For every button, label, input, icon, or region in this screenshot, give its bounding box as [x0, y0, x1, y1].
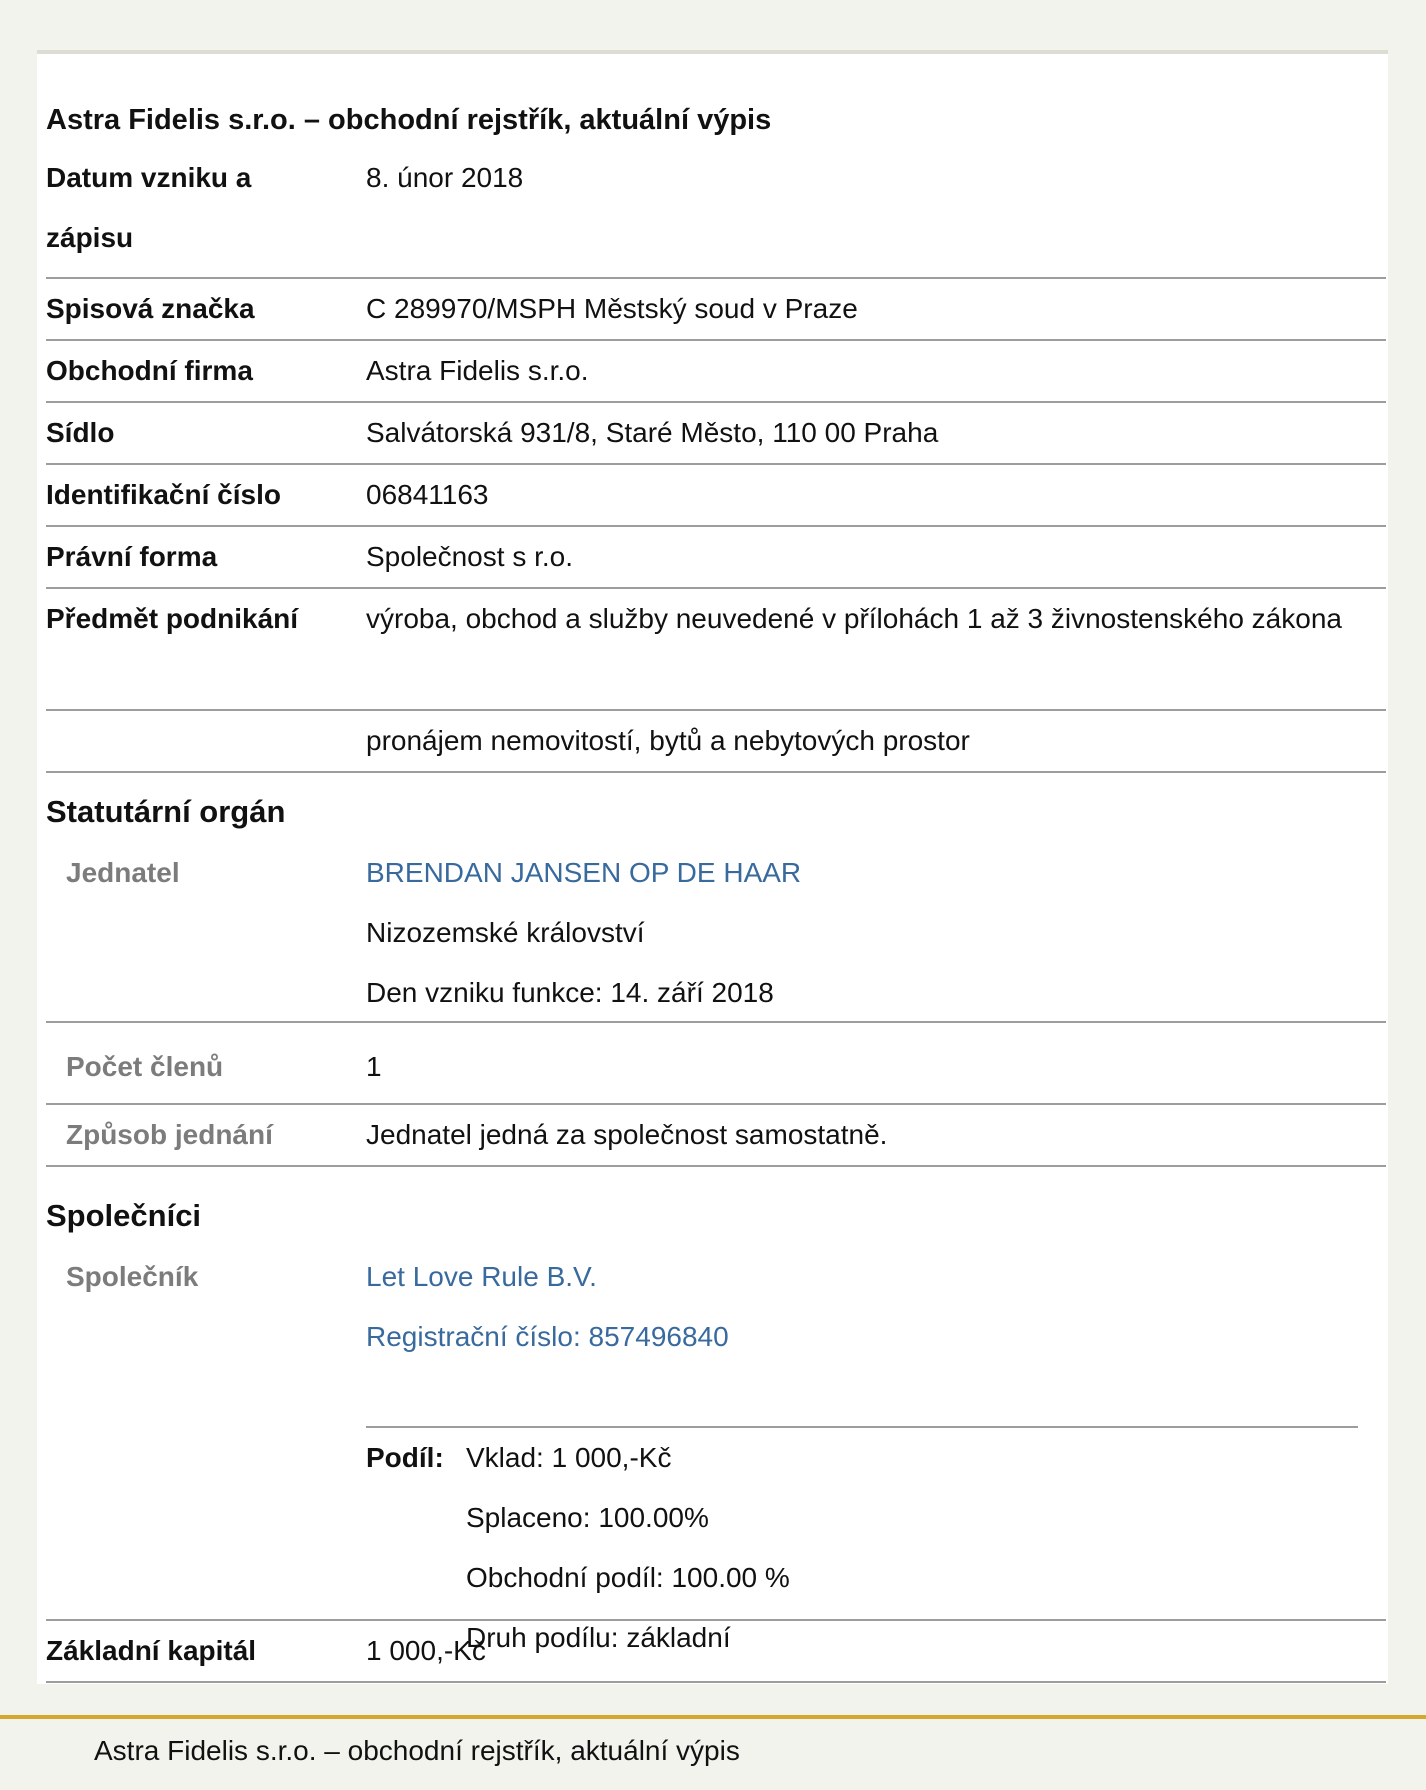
registry-card: [37, 50, 1388, 1684]
row-value: výroba, obchod a služby neuvedené v přílohách 1 až 3 živnostenského zákona: [366, 603, 1342, 634]
row-sublabel: Počet členů: [66, 1051, 224, 1082]
jednatel-name-link[interactable]: BRENDAN JANSEN OP DE HAAR: [366, 857, 802, 888]
section-title-statutarni: Statutární orgán: [46, 794, 286, 829]
footer-title: Astra Fidelis s.r.o. – obchodní rejstřík, aktuální výpis: [94, 1735, 740, 1766]
footer: [0, 1715, 1426, 1790]
row-jednatel: [46, 843, 1386, 1023]
row-value: pronájem nemovitostí, bytů a nebytových prostor: [366, 725, 970, 756]
spolecnik-details: [366, 1247, 1376, 1367]
jednatel-country: Nizozemské království: [366, 917, 645, 948]
row-value: Jednatel jedná za společnost samostatně.: [366, 1119, 888, 1150]
row-value: 06841163: [366, 479, 489, 510]
row-value: 1 000,-Kč: [366, 1635, 486, 1666]
row-spisova-znacka: [46, 279, 1386, 341]
spolecnik-reg-number: Registrační číslo: 857496840: [366, 1321, 729, 1352]
spolecnik-name-link[interactable]: Let Love Rule B.V.: [366, 1261, 597, 1292]
row-value: C 289970/MSPH Městský soud v Praze: [366, 293, 858, 324]
row-label: Datum vzniku a zápisu: [46, 162, 252, 253]
podil-obchodni: Obchodní podíl: 100.00 %: [466, 1562, 790, 1593]
row-value: Astra Fidelis s.r.o.: [366, 355, 589, 386]
row-label: Základní kapitál: [46, 1635, 257, 1666]
row-datum-vzniku: [46, 148, 1386, 279]
row-value: Salvátorská 931/8, Staré Město, 110 00 Praha: [366, 417, 939, 448]
row-sublabel: Způsob jednání: [66, 1119, 273, 1150]
row-ico: [46, 465, 1386, 527]
row-value: 1: [366, 1051, 382, 1082]
row-label: Obchodní firma: [46, 355, 253, 386]
row-value: Společnost s r.o.: [366, 541, 574, 572]
jednatel-details: [366, 843, 1376, 1023]
row-obchodni-firma: [46, 341, 1386, 403]
row-label: Právní forma: [46, 541, 218, 572]
row-pravni-forma: [46, 527, 1386, 589]
row-sublabel: Společník: [66, 1261, 199, 1292]
row-zpusob-jednani: [46, 1105, 1386, 1167]
podil-druh: Druh podílu: základní: [466, 1622, 731, 1653]
row-predmet-podnikani-2: [46, 711, 1386, 773]
row-sidlo: [46, 403, 1386, 465]
row-sublabel: Jednatel: [66, 857, 180, 888]
row-predmet-podnikani: [46, 589, 1386, 711]
section-title-spolecnici: Společníci: [46, 1198, 202, 1233]
row-label: Předmět podnikání: [46, 603, 299, 634]
row-pocet-clenu: [46, 1023, 1386, 1105]
podil-vklad: Vklad: 1 000,-Kč: [466, 1442, 672, 1473]
row-value: 8. únor 2018: [366, 162, 524, 193]
row-label: Sídlo: [46, 417, 115, 448]
podil-splaceno: Splaceno: 100.00%: [466, 1502, 709, 1533]
podil-label: Podíl:: [366, 1442, 444, 1473]
page-title: Astra Fidelis s.r.o. – obchodní rejstřík, aktuální výpis: [46, 104, 772, 136]
row-label: Identifikační číslo: [46, 479, 281, 510]
row-zakladni-kapital: [46, 1621, 1386, 1683]
row-label: Spisová značka: [46, 293, 255, 324]
jednatel-since: Den vzniku funkce: 14. září 2018: [366, 977, 774, 1008]
